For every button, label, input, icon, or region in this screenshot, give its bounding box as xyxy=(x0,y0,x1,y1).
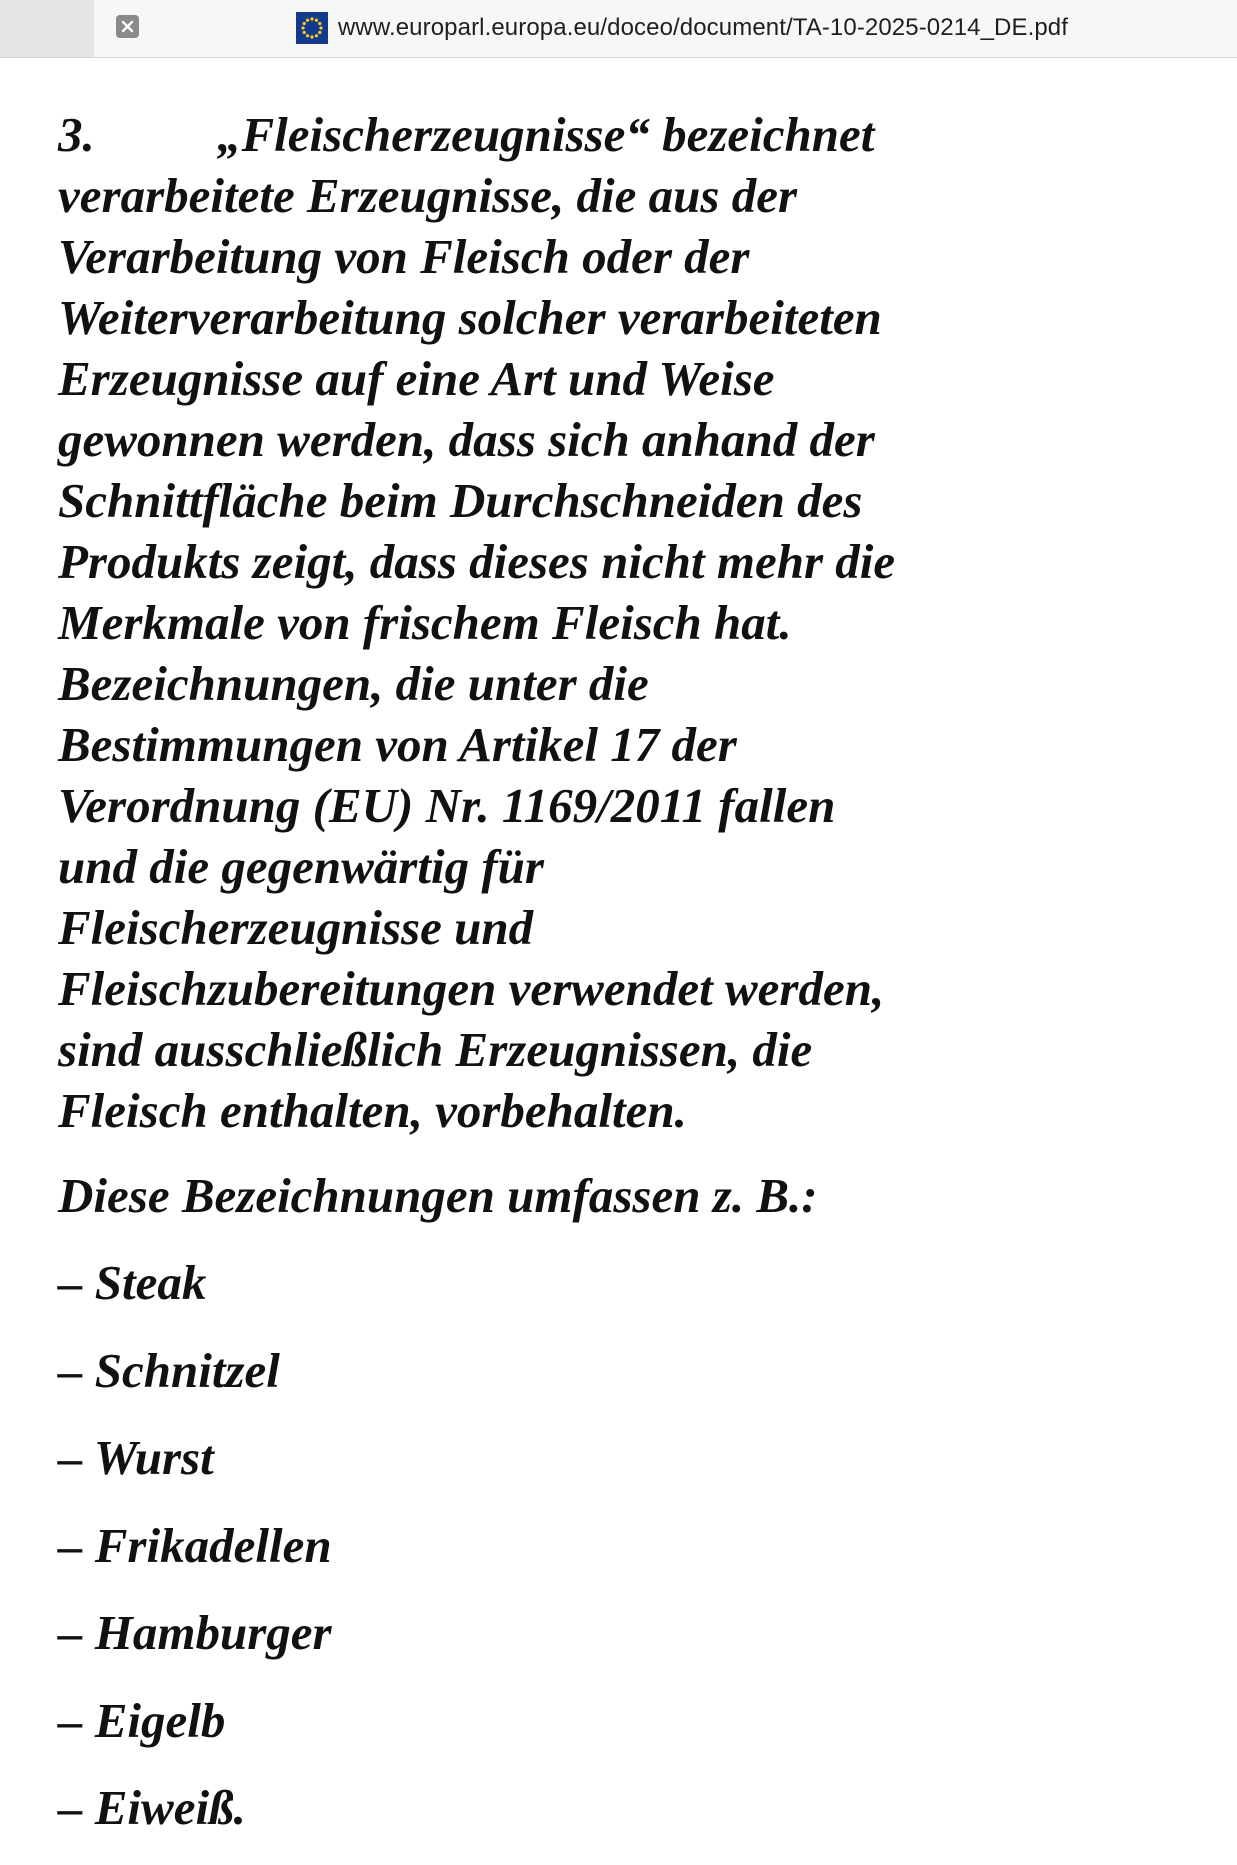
paragraph-line: Produkts zeigt, dass dieses nicht mehr die xyxy=(58,534,896,589)
address-bar xyxy=(0,0,1237,58)
paragraph-line: Verordnung (EU) Nr. 1169/2011 fallen xyxy=(58,778,836,833)
paragraph-line: Weiterverarbeitung solcher verarbeiteten xyxy=(58,290,882,345)
list-item: – Steak xyxy=(58,1255,207,1310)
paragraph-3 xyxy=(58,104,1058,1141)
paragraph-line: Schnittfläche beim Durchschneiden des xyxy=(58,473,863,528)
designation-list xyxy=(58,1252,1058,1865)
list-item: – Frikadellen xyxy=(58,1517,332,1573)
paragraph-line: Bezeichnungen, die unter die xyxy=(58,656,649,711)
paragraph-line: Verarbeitung von Fleisch oder der xyxy=(58,229,750,284)
eu-flag-icon xyxy=(296,12,328,44)
url-text: www.europarl.europa.eu/doceo/document/TA-10-2025-0214_DE.pdf xyxy=(338,14,1069,41)
paragraph-line: Fleischzubereitungen verwendet werden, xyxy=(58,961,885,1016)
list-item: – Eiweiß. xyxy=(58,1780,246,1835)
paragraph-line: Merkmale von frischem Fleisch hat. xyxy=(58,595,792,650)
list-item: – Wurst xyxy=(58,1430,214,1485)
paragraph-line: Bestimmungen von Artikel 17 der xyxy=(58,717,737,772)
list-intro: Diese Bezeichnungen umfassen z. B.: xyxy=(58,1168,818,1223)
paragraph-line: sind ausschließlich Erzeugnissen, die xyxy=(58,1022,813,1077)
pdf-document xyxy=(58,104,1058,1865)
paragraph-line: „Fleischerzeugnisse“ bezeichnet xyxy=(217,107,875,162)
paragraph-line: verarbeitete Erzeugnisse, die aus der xyxy=(58,168,798,223)
url-field[interactable] xyxy=(296,10,1068,46)
paragraph-line: Fleisch enthalten, vorbehalten. xyxy=(58,1083,687,1138)
paragraph-number: 3. xyxy=(58,107,95,162)
tab-strip-left xyxy=(0,0,94,57)
paragraph-line: Fleischerzeugnisse und xyxy=(58,900,534,955)
paragraph-line: gewonnen werden, dass sich anhand der xyxy=(58,412,875,467)
list-item: – Hamburger xyxy=(58,1605,332,1660)
list-item: – Eigelb xyxy=(58,1692,226,1748)
paragraph-line: und die gegenwärtig für xyxy=(58,839,544,894)
close-icon[interactable] xyxy=(116,15,139,38)
paragraph-line: Erzeugnisse auf eine Art und Weise xyxy=(58,351,775,406)
list-item: – Schnitzel xyxy=(58,1342,280,1398)
paragraph-first-line xyxy=(58,104,1058,165)
